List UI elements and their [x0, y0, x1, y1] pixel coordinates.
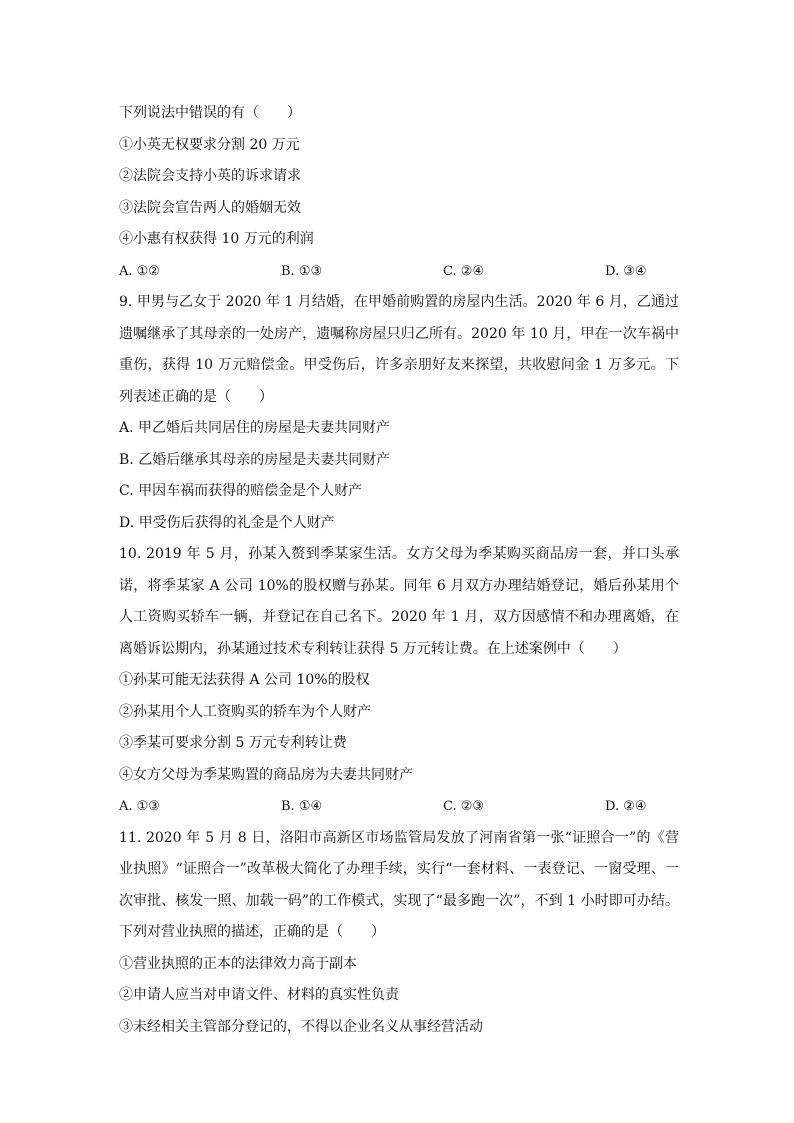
option-c: C. ②④ [443, 263, 485, 279]
statement-item: ②申请人应当对申请文件、材料的真实性负责 [119, 987, 399, 1003]
option-d: D. ②④ [605, 799, 647, 814]
question-9-text: 9. 甲男与乙女于 2020 年 1 月结婚，在甲婚前购置的房屋内生活。2020 年 6 月，乙通过遗嘱继承了其母亲的一处房产，遗嘱称房屋只归乙所有。2020 年 10 月，甲在一次车祸中重伤，获得 10 万元赔偿金。甲受伤后，许多亲朋好友来探望，共收慰问金 1 万多元。下列表述正确的是（ ） [119, 294, 679, 405]
option-b: B. ①④ [281, 799, 323, 814]
answer-options [119, 256, 679, 288]
option-c: C. ②③ [443, 799, 485, 814]
statement-item: ③季某可要求分割 5 万元专利转让费 [119, 735, 347, 751]
question-stem: 下列说法中错误的有（ ） [119, 105, 301, 121]
statement-item: ①营业执照的正本的法律效力高于副本 [119, 955, 357, 972]
answer-options [119, 791, 679, 823]
statement-item: ④女方父母为季某购置的商品房为夫妻共同财产 [119, 766, 413, 783]
statement-item: ④小惠有权获得 10 万元的利润 [119, 231, 314, 247]
statement-item: ①孙某可能无法获得 A 公司 10%的股权 [119, 672, 370, 688]
option-a: A. ①② [119, 263, 160, 279]
option-a: A. 甲乙婚后共同居住的房屋是夫妻共同财产 [119, 420, 391, 436]
option-d: D. ③④ [605, 263, 647, 279]
statement-item: ①小英无权要求分割 20 万元 [119, 136, 300, 153]
statement-item: ③法院会宣告两人的婚姻无效 [119, 199, 301, 216]
statement-item: ③未经相关主管部分登记的，不得以企业名义从事经营活动 [119, 1018, 483, 1035]
option-d: D. 甲受伤后获得的礼金是个人财产 [119, 514, 335, 531]
statement-item: ②孙某用个人工资购买的轿车为个人财产 [119, 703, 371, 720]
question-11-text: 11. 2020 年 5 月 8 日，洛阳市高新区市场监管局发放了河南省第一张“证照合一”的《营业执照》“证照合一”改革极大简化了办理手续，实行“一套材料、一表登记、一窗受理、一次审批、核发一照、加载一码”的工作模式，实现了“最多跑一次”，不到 1 小时即可办结。下列对营业执照的描述，正确的是（ ） [119, 829, 679, 940]
option-b: B. 乙婚后继承其母亲的房屋是夫妻共同财产 [119, 451, 391, 468]
option-b: B. ①③ [281, 263, 323, 279]
document-page [119, 98, 679, 1043]
statement-item: ②法院会支持小英的诉求请求 [119, 168, 301, 184]
question-10-text: 10. 2019 年 5 月，孙某入赘到季某家生活。女方父母为季某购买商品房一套，并口头承诺，将季某家 A 公司 10%的股权赠与孙某。同年 6 月双方办理结婚登记，婚后孙某用个人工资购买轿车一辆，并登记在自己名下。2020 年 1 月，双方因感情不和办理离婚，在离婚诉讼期内，孙某通过技术专利转让获得 5 万元转让费。在上述案例中（ ） [119, 546, 679, 657]
option-a: A. ①③ [119, 799, 160, 814]
option-c: C. 甲因车祸而获得的赔偿金是个人财产 [119, 483, 363, 499]
